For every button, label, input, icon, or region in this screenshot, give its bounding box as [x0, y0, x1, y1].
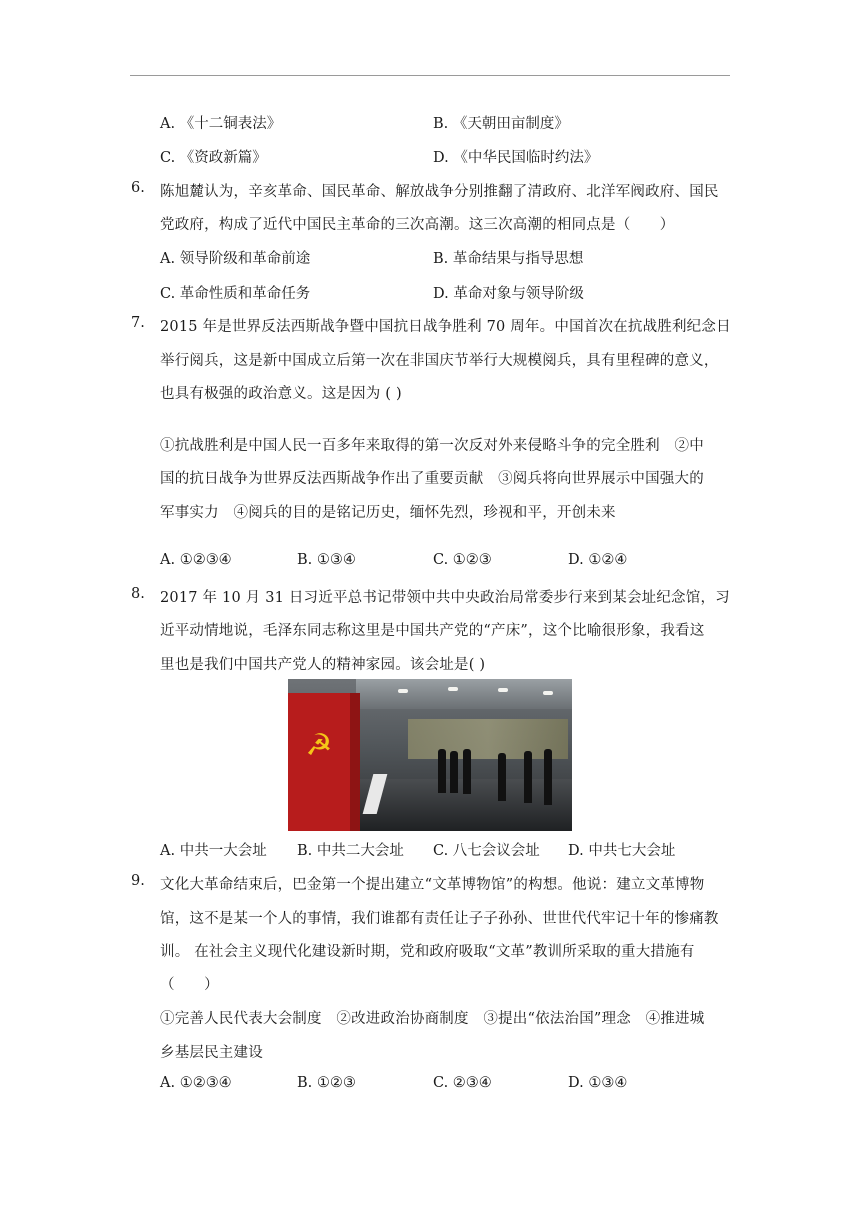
q7-stem-line: 举行阅兵，这是新中国成立后第一次在非国庆节举行大规模阅兵，具有里程碑的意义， — [160, 353, 719, 369]
q6-option-d: D. 革命对象与领导阶级 — [433, 286, 584, 302]
q7-option-c: C. ①②③ — [433, 552, 492, 568]
q9-statement-line: ①完善人民代表大会制度 ②改进政治协商制度 ③提出“依法治国”理念 ④推进城 — [160, 1011, 705, 1027]
header-rule — [130, 75, 730, 76]
q7-statement-line: 国的抗日战争为世界反法西斯战争作出了重要贡献 ③阅兵将向世界展示中国强大的 — [160, 471, 704, 487]
q5-option-b: B. 《天朝田亩制度》 — [433, 116, 569, 132]
photo-person — [524, 751, 532, 803]
q5-option-c: C. 《资政新篇》 — [160, 150, 267, 166]
q6-options-row-1 — [160, 247, 730, 269]
q5-options-row-2 — [160, 146, 730, 168]
q9-statement-line: 乡基层民主建设 — [160, 1045, 263, 1061]
q8-option-c: C. 八七会议会址 — [433, 843, 540, 859]
q9-option-d: D. ①③④ — [568, 1075, 628, 1091]
q6-option-b: B. 革命结果与指导思想 — [433, 251, 584, 267]
q7-options-row — [160, 552, 730, 574]
q7-stem-line: 2015 年是世界反法西斯战争暨中国抗日战争胜利 70 周年。中国首次在抗战胜利纪念日 — [160, 319, 731, 335]
hammer-sickle-icon: ☭ — [305, 728, 333, 763]
photo-person — [544, 749, 552, 805]
q7-statement-line: 军事实力 ④阅兵的目的是铭记历史，缅怀先烈，珍视和平，开创未来 — [160, 505, 616, 521]
memorial-hall-photo — [288, 679, 572, 831]
q7-stem-line: 也具有极强的政治意义。这是因为 ( ) — [160, 386, 402, 402]
q8-option-b: B. 中共二大会址 — [297, 843, 404, 859]
q9-stem-line: 训。 在社会主义现代化建设新时期，党和政府吸取“文革”教训所采取的重大措施有 — [160, 944, 695, 960]
q8-option-d: D. 中共七大会址 — [568, 843, 676, 859]
q6-option-c: C. 革命性质和革命任务 — [160, 286, 311, 302]
q7-statement-line: ①抗战胜利是中国人民一百多年来取得的第一次反对外来侵略斗争的完全胜利 ②中 — [160, 438, 704, 454]
q6-stem-line: 党政府，构成了近代中国民主革命的三次高潮。这三次高潮的相同点是（ ） — [160, 217, 675, 233]
photo-person — [463, 749, 471, 794]
photo-light — [398, 689, 408, 693]
q9-option-b: B. ①②③ — [297, 1075, 356, 1091]
q6-options-row-2 — [160, 282, 730, 304]
q9-stem-line: （ ） — [160, 977, 219, 993]
q9-number: 9. — [131, 873, 145, 889]
photo-person — [438, 749, 446, 793]
photo-person — [450, 751, 458, 793]
q5-options-row-1 — [160, 112, 730, 134]
photo-light — [498, 688, 508, 692]
q9-option-a: A. ①②③④ — [160, 1075, 232, 1091]
q9-option-c: C. ②③④ — [433, 1075, 492, 1091]
q9-stem-line: 文化大革命结束后，巴金第一个提出建立“文革博物馆”的构想。他说：建立文革博物 — [160, 877, 705, 893]
q7-option-d: D. ①②④ — [568, 552, 628, 568]
q9-options-row — [160, 1075, 730, 1097]
q7-option-a: A. ①②③④ — [160, 552, 232, 568]
q8-option-a: A. 中共一大会址 — [160, 843, 267, 859]
q9-stem-line: 馆，这不是某一个人的事情，我们谁都有责任让子子孙孙、世世代代牢记十年的惨痛教 — [160, 911, 719, 927]
q8-options-row — [160, 839, 730, 861]
q8-number: 8. — [131, 586, 145, 602]
photo-ceiling — [356, 679, 572, 709]
q6-number: 6. — [131, 180, 145, 196]
photo-red-wall-edge — [350, 693, 360, 831]
q7-option-b: B. ①③④ — [297, 552, 356, 568]
q8-stem-line: 里也是我们中国共产党人的精神家园。该会址是( ) — [160, 657, 486, 673]
photo-light — [543, 691, 553, 695]
q7-number: 7. — [131, 315, 145, 331]
q5-option-d: D. 《中华民国临时约法》 — [433, 150, 599, 166]
photo-person — [498, 753, 506, 801]
q8-stem-line: 2017 年 10 月 31 日习近平总书记带领中共中央政治局常委步行来到某会址纪念馆，习 — [160, 590, 730, 606]
q6-stem-line: 陈旭麓认为，辛亥革命、国民革命、解放战争分别推翻了清政府、北洋军阀政府、国民 — [160, 184, 719, 200]
q8-stem-line: 近平动情地说，毛泽东同志称这里是中国共产党的“产床”，这个比喻很形象，我看这 — [160, 623, 705, 639]
photo-light — [448, 687, 458, 691]
q6-option-a: A. 领导阶级和革命前途 — [160, 251, 311, 267]
q5-option-a: A. 《十二铜表法》 — [160, 116, 282, 132]
